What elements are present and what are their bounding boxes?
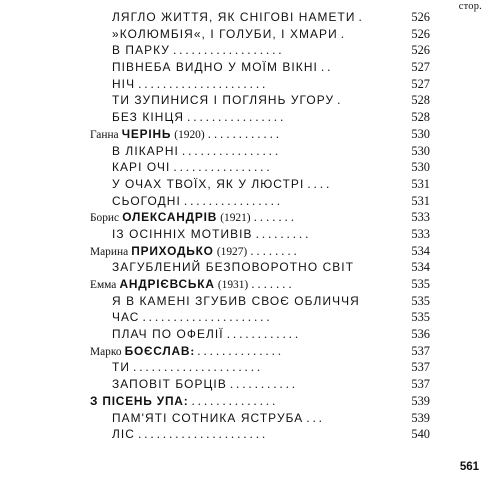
poem-title: ЛІС [112, 427, 135, 442]
page-ref: 527 [411, 60, 430, 75]
page-ref: 533 [411, 226, 430, 241]
toc-entry [0, 376, 500, 393]
poem-title: В ЛІКАРНІ [112, 143, 179, 158]
poem-title: В ПАРКУ [112, 43, 170, 58]
toc-entry [0, 343, 500, 360]
author-surname: БОЄСЛАВ [124, 343, 191, 358]
dot-leader: . [358, 10, 362, 24]
author-years: (1927) [216, 245, 248, 258]
dot-leader: . . . . . . . . . . . . . . [191, 393, 276, 408]
toc-entry [0, 276, 500, 293]
dot-leader: . . . . . . . . . . . . . . . . [173, 160, 270, 175]
page-ref: 535 [411, 310, 430, 325]
dot-leader: . [337, 93, 341, 108]
dot-leader: . . . . . . . . . [255, 226, 309, 241]
poem-title: ЧАС [112, 310, 140, 325]
page-ref: 526 [411, 10, 430, 24]
poem-title: У ОЧАХ ТВОЇХ, ЯК У ЛЮСТРІ [112, 176, 305, 191]
toc-entry [0, 9, 500, 26]
author-surname: АНДРІЄВСЬКА [119, 277, 215, 291]
dot-leader: . . [321, 60, 331, 75]
dot-leader: . . . . . . . . . . . . . . . . [187, 110, 284, 125]
page-ref: 528 [411, 93, 430, 108]
author-first-name: Емма [90, 279, 117, 291]
dot-leader: . . . . . . . . . . . . . . [197, 343, 282, 358]
dot-leader: . . . . . . . . . . . . . . . . . . . . . [142, 310, 270, 325]
author-first-name: Марко [90, 345, 122, 358]
dot-leader: . . . . . . . . . . . . [226, 327, 299, 342]
page-ref: 534 [411, 260, 430, 275]
author-years: (1921) [220, 212, 251, 225]
poem-title: »КОЛЮМБІЯ«, І ГОЛУБИ, І ХМАРИ [112, 26, 338, 41]
dot-leader: . . . . . . . [253, 210, 294, 225]
page-ref: 527 [411, 76, 430, 91]
toc-entry [0, 293, 500, 310]
toc-entry [0, 126, 500, 143]
page-ref: 539 [411, 410, 430, 425]
toc-entry [0, 92, 500, 109]
dot-leader: . . . . . . . . . . . . . . . . . . . . . [138, 427, 266, 442]
page-ref: 530 [411, 126, 430, 141]
dot-leader: . . . . . . . . . . . . . . . . [184, 193, 281, 208]
dot-leader: . . . . . . . . . . . . . . . . . . . . . [138, 76, 266, 91]
poem-title: КАРІ ОЧІ [112, 160, 171, 175]
poem-title: ПАМ'ЯТІ СОТНИКА ЯСТРУБА [112, 410, 304, 425]
toc-entry [0, 76, 500, 93]
author-first-name: Ганна [90, 128, 119, 141]
page-ref: 528 [411, 110, 430, 125]
author-surname: ПРИХОДЬКО [131, 243, 214, 258]
poem-title: ПІВНЕБА ВИДНО У МОЇМ ВІКНІ [112, 60, 318, 75]
dot-leader: . . . . [307, 176, 330, 191]
page-ref: 531 [411, 176, 430, 191]
page-column-label: стор. [458, 1, 482, 12]
page-ref: 530 [411, 143, 430, 158]
author-years: (1931) [217, 279, 249, 291]
toc-entry [0, 326, 500, 343]
poem-title: ЗАПОВІТ БОРЦІВ [112, 377, 227, 392]
page-ref: 531 [411, 193, 430, 208]
author-separator: : [190, 343, 195, 358]
dot-leader: . . . . . . . . . . . [229, 377, 296, 392]
dot-leader: . . . . . . . . . . . . . . . . . . . . . [133, 360, 261, 375]
toc-entry [0, 226, 500, 243]
poem-title: ТИ ЗУПИНИСЯ І ПОГЛЯНЬ УГОРУ [112, 93, 335, 108]
toc-entry [0, 410, 500, 427]
toc-entry [0, 176, 500, 193]
page-ref: 526 [411, 26, 430, 41]
toc-entry [0, 243, 500, 260]
section-heading: З ПІСЕНЬ УПА: [90, 393, 189, 408]
toc-entry [0, 309, 500, 326]
author-first-name: Борис [90, 212, 120, 225]
poem-title: СЬОГОДНІ [112, 193, 181, 208]
page-number: 561 [459, 461, 479, 473]
page-ref: 539 [411, 393, 430, 408]
poem-title: ТИ [112, 360, 131, 375]
dot-leader: . . . . . . . . . . . . [207, 126, 280, 141]
toc-entry [0, 42, 500, 59]
author-surname: ЧЕРІНЬ [121, 126, 172, 141]
dot-leader: . . . . . . . . . . . . . . . . [182, 143, 279, 158]
dot-leader: . . . [306, 410, 322, 425]
page-ref: 537 [411, 343, 430, 358]
dot-leader: . [340, 26, 344, 41]
author-years: (1920) [174, 128, 205, 141]
toc-entry [0, 259, 500, 276]
toc-entry [0, 26, 500, 43]
author-surname: ОЛЕКСАНДРІВ [122, 210, 218, 225]
poem-title: ІЗ ОСІННІХ МОТИВІВ [112, 226, 253, 241]
toc-entry [0, 193, 500, 210]
poem-title: Я В КАМЕНІ ЗГУБИВ СВОЄ ОБЛИЧЧЯ [112, 293, 360, 308]
poem-title: ЗАГУБЛЕНИЙ БЕЗПОВОРОТНО СВІТ [112, 260, 355, 275]
page-ref: 533 [411, 210, 430, 225]
toc-entry [0, 209, 500, 226]
page-ref: 537 [411, 360, 430, 375]
poem-title: НІЧ [112, 76, 136, 91]
page-ref: 535 [411, 293, 430, 308]
page-ref: 526 [411, 43, 430, 58]
author-first-name: Марина [90, 245, 129, 258]
page-ref: 537 [411, 377, 430, 392]
dot-leader: . . . . . . . . . . . . . . . . . . [173, 43, 282, 58]
poem-title: БЕЗ КІНЦЯ [112, 110, 185, 125]
page-ref: 534 [411, 243, 430, 258]
toc-entry [0, 359, 500, 376]
toc-entry [0, 426, 500, 443]
toc-entry [0, 393, 500, 410]
toc-entry [0, 143, 500, 160]
table-of-contents [0, 9, 500, 443]
page-ref: 536 [411, 327, 430, 342]
dot-leader: . . . . . . . . [250, 243, 297, 258]
toc-entry [0, 59, 500, 76]
toc-entry [0, 159, 500, 176]
page-ref: 540 [411, 427, 430, 442]
poem-title: ПЛАЧ ПО ОФЕЛІЇ [112, 327, 224, 342]
poem-title: ЛЯГЛО ЖИТТЯ, ЯК СНІГОВІ НАМЕТИ [112, 10, 356, 24]
page-ref: 535 [411, 277, 430, 291]
toc-entry [0, 109, 500, 126]
dot-leader: . . . . . . . [251, 277, 292, 291]
page-ref: 530 [411, 160, 430, 175]
